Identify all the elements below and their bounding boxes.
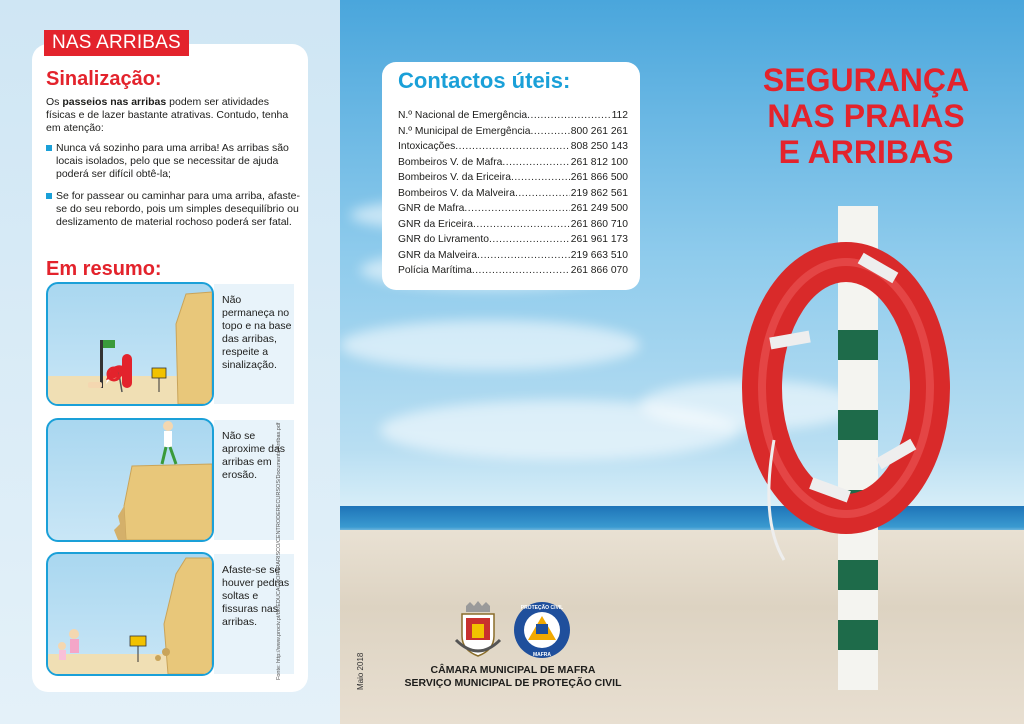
bullet-text: Se for passear ou caminhar para uma arriba, afaste-se do seu rebordo, pois um simples desequilíbrio ou deslizamento de material rochoso poderá ser fatal. xyxy=(56,190,300,228)
loose-rocks-drawing xyxy=(48,554,212,674)
leader-dots xyxy=(464,201,569,217)
intro-prefix: Os xyxy=(46,96,63,108)
leader-dots xyxy=(502,155,569,171)
tip-caption: Não se aproxime das arribas em erosão. xyxy=(214,420,294,540)
leader-dots xyxy=(511,170,570,186)
contact-number: 261 812 100 xyxy=(570,156,628,168)
eroding-cliff-drawing xyxy=(48,420,212,540)
bullet-item xyxy=(46,190,308,229)
contacts-list xyxy=(398,108,628,279)
contact-name: Bombeiros V. de Mafra xyxy=(398,156,503,168)
illustration-beach-cliff xyxy=(46,282,214,406)
leader-dots xyxy=(515,186,570,202)
beach-cliff-drawing xyxy=(48,284,212,404)
tip-caption: Não permaneça no topo e na base das arribas, respeite a sinalização. xyxy=(214,284,294,404)
contact-row xyxy=(398,201,628,217)
leader-dots xyxy=(527,108,610,124)
contacts-title: Contactos úteis: xyxy=(398,68,571,93)
contact-number: 112 xyxy=(611,110,628,121)
intro-bold: passeios nas arribas xyxy=(62,96,167,108)
contact-name: GNR do Livramento xyxy=(398,234,489,245)
leader-dots xyxy=(455,139,569,155)
summary-heading: Em resumo: xyxy=(46,258,162,280)
civil-protection-logo xyxy=(512,600,572,660)
intro-paragraph xyxy=(46,96,294,135)
section-tag: NAS ARRIBAS xyxy=(44,30,189,56)
leader-dots xyxy=(531,124,570,140)
contact-name: Intoxicações xyxy=(398,141,456,152)
contact-row xyxy=(398,248,628,264)
civil-protection-logo-text: PROTEÇÃO CIVIL xyxy=(520,605,564,611)
contact-row xyxy=(398,124,628,140)
contact-name: N.º Municipal de Emergência xyxy=(398,125,531,137)
contact-number: 219 862 561 xyxy=(570,187,628,199)
contact-number: 261 866 070 xyxy=(570,265,628,276)
bullet-item xyxy=(46,142,308,181)
contact-number: 808 250 143 xyxy=(570,141,628,152)
contact-name: GNR de Mafra xyxy=(398,203,465,214)
contact-row xyxy=(398,263,628,279)
main-title-line: NAS PRAIAS xyxy=(767,98,965,134)
bullet-text: Nunca vá sozinho para uma arriba! As arribas são locais isolados, pelo que se necessitar de ajuda poderá ser difícil obtê-la; xyxy=(56,142,289,180)
leader-dots xyxy=(477,248,570,264)
contact-row xyxy=(398,186,628,202)
main-title xyxy=(726,62,1006,170)
illustration-loose-rocks xyxy=(46,552,214,676)
bullet-square-icon xyxy=(46,193,52,199)
source-note: Fonte: http://www.prociv.pt/bk/EDUCACAOPARARISCO/CENTRODERECURSOS/Documents/Arribas.pdf xyxy=(276,422,282,680)
publication-date: Maio 2018 xyxy=(356,652,365,690)
illustration-eroding-cliff xyxy=(46,418,214,542)
contact-row xyxy=(398,217,628,233)
bullet-square-icon xyxy=(46,145,52,151)
contact-row xyxy=(398,139,628,155)
contact-number: 800 261 261 xyxy=(570,125,628,137)
leader-dots xyxy=(489,232,570,248)
organization-name xyxy=(398,664,628,690)
contact-number: 261 961 173 xyxy=(570,234,628,245)
contact-name: N.º Nacional de Emergência xyxy=(398,110,528,121)
contact-number: 261 866 500 xyxy=(570,172,628,183)
contact-name: GNR da Ericeira xyxy=(398,218,473,230)
organization-line: SERVIÇO MUNICIPAL DE PROTEÇÃO CIVIL xyxy=(404,677,622,689)
main-title-line: E ARRIBAS xyxy=(778,134,954,170)
intro-rest: podem ser atividades físicas e de lazer bastante atrativas. Contudo, tenha em atenção: xyxy=(46,96,289,134)
civil-protection-logo-text: MAFRA xyxy=(532,652,552,658)
contact-row xyxy=(398,170,628,186)
leader-dots xyxy=(472,263,570,279)
contact-row xyxy=(398,155,628,171)
contact-name: Bombeiros V. da Ericeira xyxy=(398,172,511,183)
contact-row xyxy=(398,108,628,124)
leader-dots xyxy=(473,217,570,233)
contact-row xyxy=(398,232,628,248)
contact-number: 219 663 510 xyxy=(570,249,628,261)
signage-heading: Sinalização: xyxy=(46,68,162,90)
contact-name: Polícia Marítima xyxy=(398,265,472,276)
contact-number: 261 860 710 xyxy=(570,218,628,230)
main-title-line: SEGURANÇA xyxy=(762,62,970,98)
contact-name: GNR da Malveira xyxy=(398,249,477,261)
organization-line: CÂMARA MUNICIPAL DE MAFRA xyxy=(430,664,596,676)
contact-name: Bombeiros V. da Malveira xyxy=(398,187,515,199)
mafra-coat-of-arms-logo xyxy=(452,600,504,660)
contact-number: 261 249 500 xyxy=(570,203,628,214)
tip-caption: Afaste-se se houver pedras soltas e fissuras nas arribas. xyxy=(214,554,294,674)
